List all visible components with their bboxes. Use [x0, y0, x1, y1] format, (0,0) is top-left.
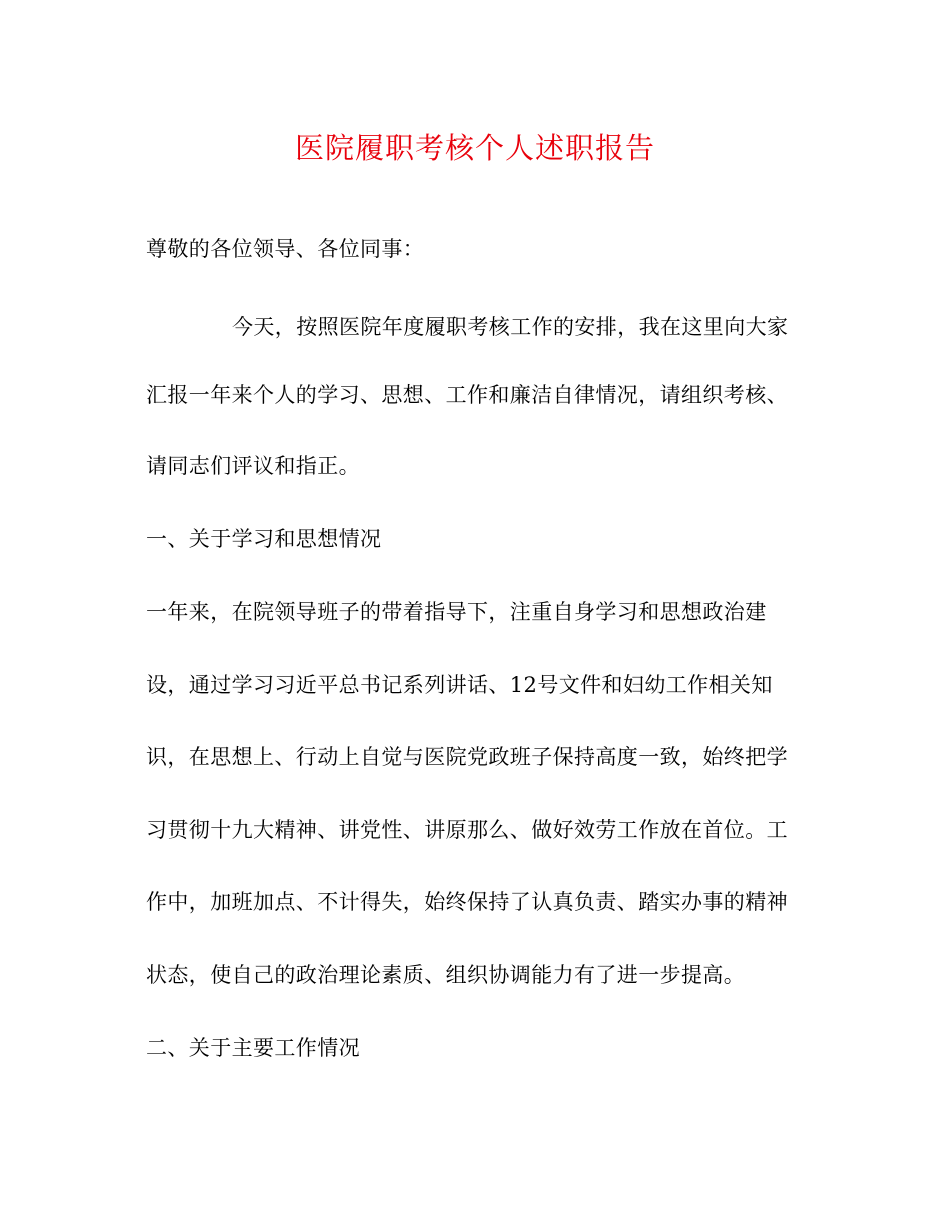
- section-1-line-2: 设，通过学习习近平总书记系列讲话、12号文件和妇幼工作相关知: [146, 673, 773, 697]
- intro-line-2: 汇报一年来个人的学习、思想、工作和廉洁自律情况，请组织考核、: [146, 383, 788, 407]
- section-1-line-1: 一年来，在院领导班子的带着指导下，注重自身学习和思想政治建: [146, 600, 767, 624]
- document-title: 医院履职考核个人述职报告: [294, 131, 655, 165]
- section-1-line-4: 习贯彻十九大精神、讲党性、讲原那么、做好效劳工作放在首位。工: [146, 818, 788, 842]
- section-1-heading: 一、关于学习和思想情况: [146, 527, 382, 551]
- section-1-line-6: 状态，使自己的政治理论素质、组织协调能力有了进一步提高。: [146, 963, 746, 987]
- section-1-line-3: 识，在思想上、行动上自觉与医院党政班子保持高度一致，始终把学: [146, 745, 788, 769]
- intro-line-3: 请同志们评议和指正。: [146, 454, 360, 478]
- section-1-line-5: 作中，加班加点、不计得失，始终保持了认真负责、踏实办事的精神: [146, 890, 788, 914]
- salutation: 尊敬的各位领导、各位同事：: [146, 237, 425, 261]
- section-2-heading: 二、关于主要工作情况: [146, 1036, 360, 1060]
- intro-line-1: 今天，按照医院年度履职考核工作的安排，我在这里向大家: [232, 315, 789, 339]
